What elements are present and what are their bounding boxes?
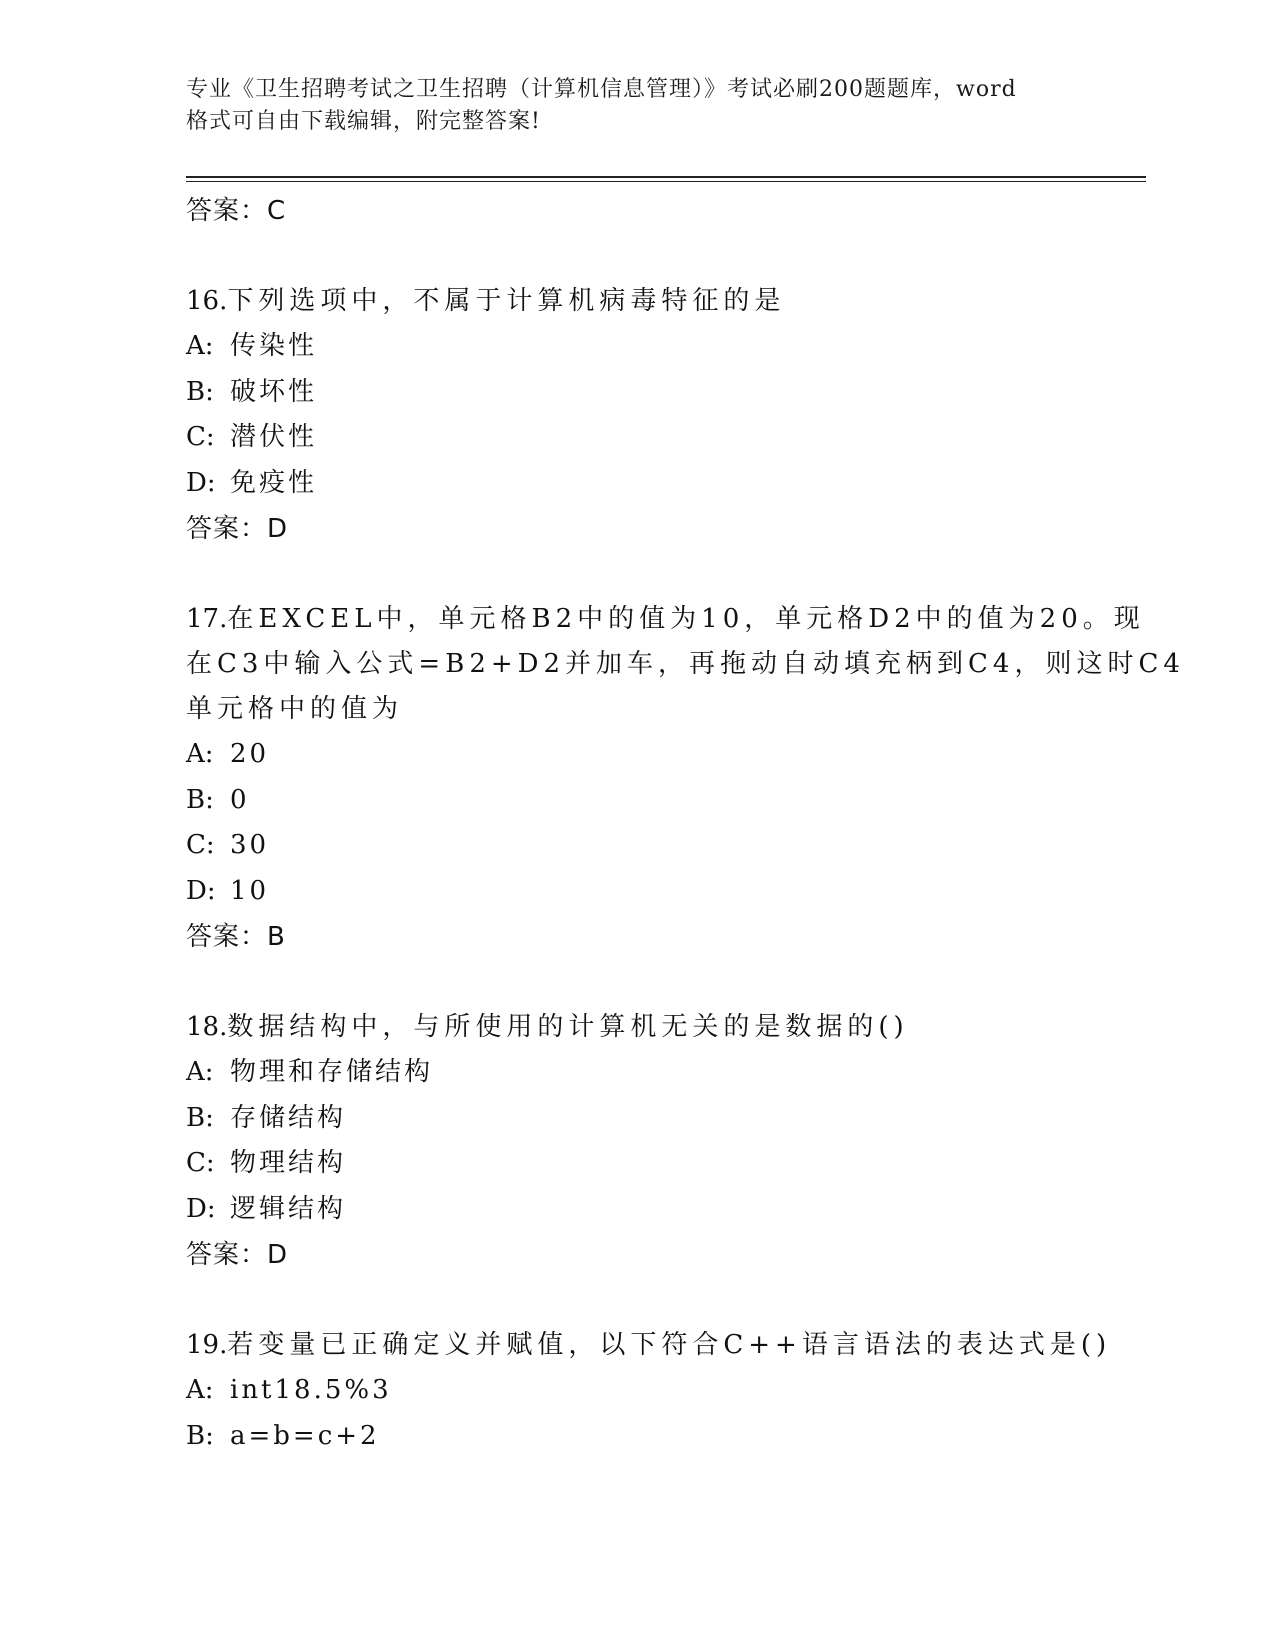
answer-value: C [267, 196, 287, 226]
question-stem-line [186, 1005, 1086, 1050]
option-c [186, 1141, 1086, 1187]
question-stem-line [186, 597, 1145, 642]
answer-label: 答案： [186, 514, 268, 544]
question-answer [186, 914, 1086, 960]
option-text: 物理结构 [230, 1148, 347, 1178]
option-letter: A: [186, 739, 214, 769]
question-list [186, 188, 1185, 1459]
option-text: 20 [230, 739, 270, 769]
option-letter: A: [186, 1057, 214, 1087]
option-letter: C: [186, 830, 215, 860]
option-letter: A: [186, 331, 214, 361]
option-text: 潜伏性 [230, 422, 318, 452]
option-letter: A: [186, 1375, 214, 1405]
header-divider-thin [186, 181, 1146, 182]
question-text: 若变量已正确定义并赋值，以下符合C++语言语法的表达式是() [227, 1330, 1112, 1360]
option-b [186, 1096, 1086, 1142]
answer-value: D [267, 514, 289, 544]
question-text: 数据结构中，与所使用的计算机无关的是数据的() [227, 1012, 909, 1042]
question-block [186, 1005, 1086, 1278]
option-letter: B: [186, 1102, 214, 1133]
question-stem [186, 1323, 1112, 1368]
question-number: 19. [186, 1330, 228, 1360]
option-text: 存储结构 [230, 1102, 347, 1133]
question-answer [186, 1232, 1086, 1278]
question-block [186, 597, 1185, 960]
option-text: 30 [230, 830, 270, 860]
question-number: 17. [186, 604, 228, 634]
question-stem [186, 597, 1185, 732]
option-c [186, 823, 1086, 869]
option-d [186, 461, 1086, 507]
question-stem-line [186, 1323, 1112, 1368]
option-text: int18.5%3 [230, 1375, 392, 1405]
question-answer [186, 506, 1086, 552]
option-text: 10 [230, 875, 270, 906]
option-a [186, 1368, 1086, 1414]
question-block [186, 1323, 1112, 1459]
option-a [186, 1050, 1086, 1096]
option-letter: C: [186, 422, 215, 452]
option-text: 免疫性 [230, 467, 318, 498]
question-stem-line [186, 642, 1185, 687]
header-line-1: 专业《卫生招聘考试之卫生招聘（计算机信息管理）》考试必刷200题题库，word [186, 77, 1017, 102]
question-text: 在C3中输入公式=B2+D2并加车，再拖动自动填充柄到C4，则这时C4 [186, 649, 1185, 679]
answer-value: B [267, 922, 286, 952]
option-d [186, 869, 1086, 915]
option-text: 破坏性 [230, 376, 318, 407]
header-line-2: 格式可自由下载编辑，附完整答案! [186, 109, 541, 134]
option-b [186, 1414, 1086, 1460]
question-stem [186, 1005, 1086, 1050]
option-text: 0 [230, 784, 250, 815]
option-letter: B: [186, 1420, 214, 1451]
option-letter: B: [186, 376, 214, 407]
question-block [186, 279, 1086, 552]
header-divider-thick [186, 176, 1146, 178]
option-text: 物理和存储结构 [230, 1057, 434, 1087]
option-text: 逻辑结构 [230, 1193, 347, 1224]
answer-label: 答案： [186, 196, 268, 226]
answer-value: D [267, 1240, 289, 1270]
option-a [186, 732, 1086, 778]
option-letter: D: [186, 1193, 216, 1224]
option-letter: D: [186, 875, 216, 906]
answer-label: 答案： [186, 922, 268, 952]
question-stem [186, 279, 1086, 324]
document-header [186, 74, 1086, 138]
answer-label: 答案： [186, 1240, 268, 1270]
option-text: 传染性 [230, 331, 318, 361]
option-d [186, 1187, 1086, 1233]
option-letter: C: [186, 1148, 215, 1178]
question-stem-line [186, 279, 1086, 324]
option-b [186, 370, 1086, 416]
option-b [186, 778, 1086, 824]
option-text: a=b=c+2 [230, 1420, 380, 1451]
previous-answer [186, 188, 1086, 234]
option-letter: D: [186, 467, 216, 498]
question-text: 单元格中的值为 [186, 694, 404, 724]
option-c [186, 415, 1086, 461]
question-text: 下列选项中，不属于计算机病毒特征的是 [227, 286, 786, 316]
option-a [186, 324, 1086, 370]
question-text: 在EXCEL中，单元格B2中的值为10，单元格D2中的值为20。现 [227, 604, 1145, 634]
question-stem-line [186, 687, 1086, 732]
question-number: 16. [186, 286, 228, 316]
question-number: 18. [186, 1012, 228, 1042]
option-letter: B: [186, 784, 214, 815]
